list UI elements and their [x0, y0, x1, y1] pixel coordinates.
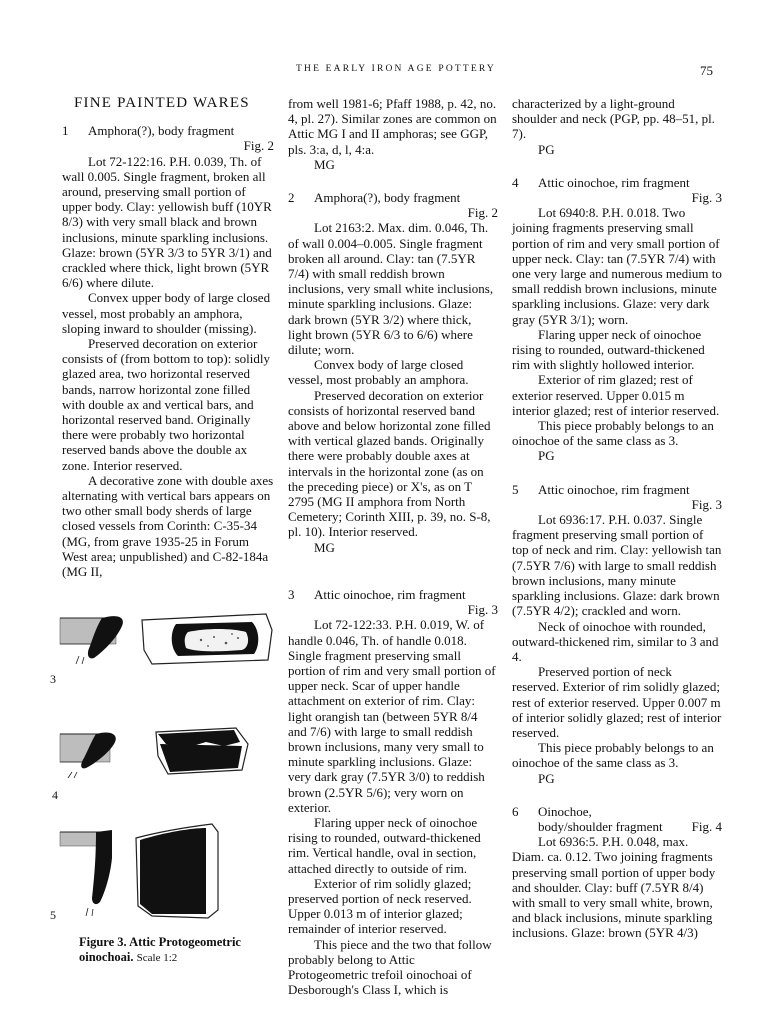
page-number: 75	[700, 63, 713, 78]
entry-period: PG	[538, 770, 555, 786]
entry-title: Oinochoe,	[538, 803, 592, 819]
entry-number: 2	[288, 190, 295, 206]
entry-paragraph: Preserved decoration on exterior consists of horizontal reserved band above and below horizontal zone filled with vertical glazed bands. Originally there were probably double axes at intervals in the horizontal zone (as on the preceding piece) or X's, as on T 2795 (MG II amphora from North Cemetery; Corinth XIII, p. 39, no. S-8, pl. 10). Interior reserved.	[288, 387, 491, 540]
entry-paragraph: Preserved portion of neck reserved. Exterior of rim solidly glazed; rest of exterior reserved. Upper 0.007 m of interior solidly glazed; rest of interior reserved.	[512, 664, 722, 740]
figure-3	[50, 610, 276, 970]
column-1	[62, 96, 274, 579]
entry-3-head	[288, 587, 498, 602]
entry-paragraph: This piece probably belongs to an oinochoe of the same class as 3.	[512, 418, 714, 449]
entry-title-line-2: body/shoulder fragment	[538, 818, 663, 834]
entry-paragraph: Lot 6936:17. P.H. 0.037. Single fragment preserving small portion of top of neck and rim. Clay: yellowish tan (7.5YR 7/6) with large to small reddish brown inclusions, many minute sparkling inclusions. Glaze: dark brown (7.5YR 4/2); crackled and worn.	[512, 512, 722, 619]
entry-period: PG	[538, 141, 555, 157]
entry-4-head	[512, 175, 722, 190]
figure-label-3: 3	[50, 672, 56, 686]
entry-paragraph: Exterior of rim solidly glazed; preserved portion of neck reserved. Upper 0.013 m of interior glazed; remainder of interior reserved.	[288, 875, 472, 937]
entry-title: Attic oinochoe, rim fragment	[538, 174, 690, 190]
spacer	[512, 464, 722, 482]
sherd-drawing-4	[156, 728, 248, 774]
entry-paragraph: Lot 6940:8. P.H. 0.018. Two joining fragments preserving small portion of rim and very small portion of upper neck. Clay: tan (7.5YR 7/4) with one very large and numerous medium to small reddish brown inclusions, minute sparkling inclusions. Glaze: very dark gray (5YR 3/1); worn.	[512, 205, 722, 327]
figure-label-5: 5	[50, 908, 56, 922]
figure-caption-title: Figure 3. Attic Protogeometric oinochoai.	[79, 935, 241, 964]
entry-paragraph: Lot 72-122:33. P.H. 0.019, W. of handle 0.046, Th. of handle 0.018. Single fragment preserving small portion of rim and very small portion of upper neck. Scar of upper handle attachment on exterior of rim. Clay: light orangish tan (between 5YR 8/4 and 7/6) with large to small reddish brown inclusions, many very small to minute sparkling inclusions. Glaze: very dark gray (7.5YR 3/0) to reddish brown (2.5YR 5/6); very worn on exterior.	[288, 617, 496, 815]
figure-reference: Fig. 2	[243, 138, 274, 154]
entry-number: 1	[62, 123, 69, 139]
entry-paragraph: Lot 2163:2. Max. dim. 0.046, Th. of wall 0.004–0.005. Single fragment broken all around. Clay: tan (7.5YR 7/4) with small reddish brown inclusions, very small white inclusions, minute sparkling inclusions. Glaze: dark brown (5YR 3/2) where thick, light brown (5YR 6/3 to 6/6) where dilute; worn.	[288, 220, 494, 358]
column-3	[512, 96, 722, 941]
sherd-drawing-3	[142, 614, 272, 664]
entry-title: Amphora(?), body fragment	[314, 190, 461, 206]
spacer	[288, 555, 498, 587]
entry-number: 6	[512, 803, 519, 819]
entry-paragraph: This piece and the two that follow probably belong to Attic Protogeometric trefoil oinochoai of Desborough's Class I, which is	[288, 936, 492, 998]
entry-paragraph-continued: from well 1981-6; Pfaff 1988, p. 42, no. 4, pl. 27). Similar zones are common on Attic MG I and II amphoras; see GGP, pls. 3:a, d, l, 4:a.	[288, 96, 497, 157]
figure-reference: Fig. 3	[691, 190, 722, 206]
profile-drawing-4	[60, 732, 116, 778]
entry-number: 5	[512, 481, 519, 497]
spacer	[288, 172, 498, 190]
figure-scale: Scale 1:2	[136, 952, 178, 964]
figure-reference: Fig. 3	[467, 602, 498, 618]
entry-title: Attic oinochoe, rim fragment	[538, 481, 690, 497]
figure-reference: Fig. 3	[691, 496, 722, 512]
section-title: FINE PAINTED WARES	[74, 95, 250, 111]
entry-6-subhead	[512, 819, 722, 834]
entry-paragraph: Neck of oinochoe with rounded, outward-thickened rim, similar to 3 and 4.	[512, 618, 719, 664]
entry-paragraph: Convex body of large closed vessel, most probably an amphora.	[288, 357, 469, 388]
entry-paragraph: Convex upper body of large closed vessel, most probably an amphora, sloping inward to shoulder (missing).	[62, 290, 271, 336]
entry-5-head	[512, 482, 722, 497]
entry-paragraph: Flaring upper neck of oinochoe rising to rounded, outward-thickened rim with slightly hollowed interior.	[512, 326, 705, 373]
entry-number: 4	[512, 174, 519, 190]
entry-1-head	[62, 123, 274, 138]
entry-paragraph-continued: characterized by a light-ground shoulder and neck (PGP, pp. 48–51, pl. 7).	[512, 96, 715, 142]
running-head: THE EARLY IRON AGE POTTERY	[296, 64, 496, 74]
entry-paragraph: This piece probably belongs to an oinochoe of the same class as 3.	[512, 740, 714, 771]
sherd-drawing-5	[136, 824, 218, 918]
entry-paragraph: Lot 6936:5. P.H. 0.048, max. Diam. ca. 0.12. Two joining fragments preserving small portion of upper body and shoulder. Clay: buff (7.5YR 8/4) with small to very small white, brown, and black inclusions, minute sparkling inclusions. Glaze: brown (5YR 4/3)	[512, 834, 716, 941]
entry-period: PG	[538, 448, 555, 464]
entry-paragraph: Flaring upper neck of oinochoe rising to rounded, outward-thickened rim. Vertical handle, oval in section, attached directly to outside of rim.	[288, 814, 481, 876]
entry-6-head	[512, 804, 722, 819]
entry-period: MG	[314, 539, 335, 555]
entry-title: Amphora(?), body fragment	[88, 123, 235, 139]
entry-2-head	[288, 190, 498, 205]
spacer	[512, 786, 722, 804]
entry-paragraph: Lot 72-122:16. P.H. 0.039, Th. of wall 0.005. Single fragment, broken all around, preserving small portion of upper body. Clay: yellowish buff (10YR 8/3) with very small black and brown inclusions, minute sparkling inclusions. Glaze: brown (5YR 3/3 to 5YR 3/1) and crackled where thick, light brown (5YR 6/6) where dilute.	[62, 153, 272, 291]
profile-drawing-5	[60, 830, 112, 916]
figure-caption	[79, 935, 279, 966]
entry-paragraph: Preserved decoration on exterior consists of (from bottom to top): solidly glazed area, two horizontal reserved bands, narrow horizontal zone filled with double ax and vertical bars, and horizontal reserved band. Originally there were probably two horizontal reserved bands above the double ax zone. Interior reserved.	[62, 336, 270, 473]
figure-label-4: 4	[52, 788, 58, 802]
entry-paragraph: A decorative zone with double axes alternating with vertical bars appears on two other small body sherds of large closed vessels from Corinth: C-35-34 (MG, from grave 1935-25 in Forum West area; unpublished) and C-82-184a (MG II,	[62, 472, 274, 580]
entry-number: 3	[288, 586, 295, 602]
spacer	[512, 157, 722, 175]
profile-drawing-3	[60, 616, 123, 664]
figure-reference: Fig. 2	[467, 205, 498, 221]
figure-3-drawings	[56, 610, 276, 970]
figure-reference: Fig. 4	[691, 818, 722, 834]
entry-period: MG	[314, 156, 335, 172]
column-2	[288, 96, 498, 997]
entry-title: Attic oinochoe, rim fragment	[314, 586, 466, 602]
entry-paragraph: Exterior of rim glazed; rest of exterior reserved. Upper 0.015 m interior glazed; rest of interior reserved.	[512, 372, 720, 418]
